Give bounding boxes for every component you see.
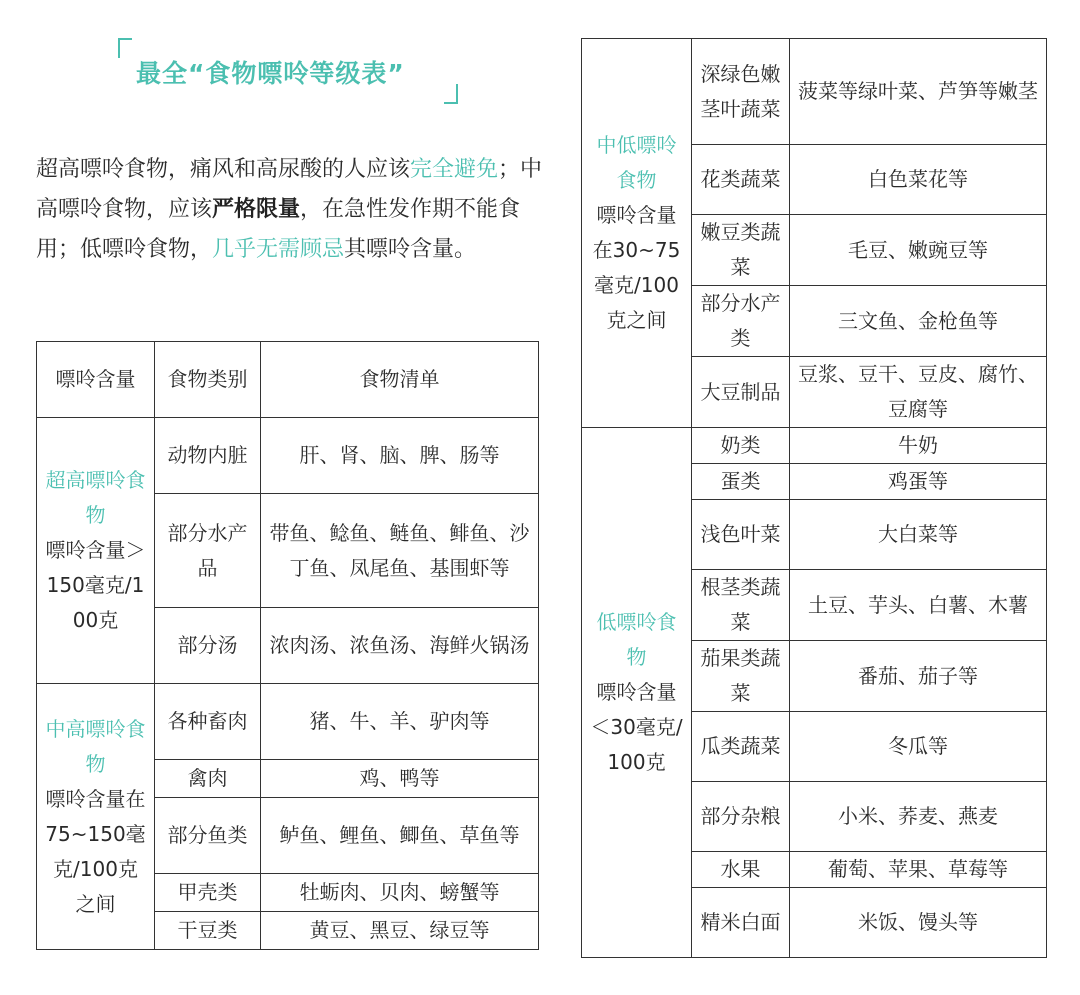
foods-cell: 猪、牛、羊、驴肉等 <box>261 684 539 760</box>
category-cell: 花类蔬菜 <box>692 145 790 215</box>
foods-cell: 毛豆、嫩豌豆等 <box>790 215 1047 286</box>
header-category: 食物类别 <box>155 342 261 418</box>
foods-cell: 鲈鱼、鲤鱼、鲫鱼、草鱼等 <box>261 798 539 874</box>
left-corner-bracket <box>118 38 132 58</box>
category-cell: 蛋类 <box>692 464 790 500</box>
category-cell: 浅色叶菜 <box>692 500 790 570</box>
purine-table-left <box>36 341 539 950</box>
level-range: 嘌呤含量＜30毫克/100克 <box>590 680 683 774</box>
page-title: 最全“食物嘌呤等级表” <box>136 59 405 88</box>
intro-paragraph <box>36 150 546 270</box>
level-range: 嘌呤含量＞150毫克/100克 <box>45 538 146 632</box>
category-cell: 部分鱼类 <box>155 798 261 874</box>
category-cell: 奶类 <box>692 428 790 464</box>
title-block <box>118 38 458 104</box>
category-cell: 瓜类蔬菜 <box>692 712 790 782</box>
foods-cell: 菠菜等绿叶菜、芦笋等嫩茎 <box>790 39 1047 145</box>
category-cell: 部分水产品 <box>155 494 261 608</box>
foods-cell: 番茄、茄子等 <box>790 641 1047 712</box>
foods-cell: 浓肉汤、浓鱼汤、海鲜火锅汤 <box>261 608 539 684</box>
foods-cell: 豆浆、豆干、豆皮、腐竹、豆腐等 <box>790 357 1047 428</box>
category-cell: 部分汤 <box>155 608 261 684</box>
level-title: 中低嘌呤食物 <box>596 133 677 192</box>
foods-cell: 牛奶 <box>790 428 1047 464</box>
table-row <box>37 418 539 494</box>
level-title: 中高嘌呤食物 <box>45 716 146 776</box>
level-title: 低嘌呤食物 <box>596 610 677 669</box>
foods-cell: 三文鱼、金枪鱼等 <box>790 286 1047 357</box>
purine-table-right <box>581 38 1047 958</box>
intro-bold-limit: 严格限量 <box>212 197 301 222</box>
right-corner-bracket <box>444 84 458 104</box>
level-cell-super-high <box>37 418 155 684</box>
table-row <box>582 39 1047 145</box>
level-title: 超高嘌呤食物 <box>45 468 146 527</box>
header-level: 嘌呤含量 <box>37 342 155 418</box>
foods-cell: 土豆、芋头、白薯、木薯 <box>790 570 1047 641</box>
intro-highlight-avoid: 完全避免 <box>410 157 499 182</box>
table-row <box>37 684 539 760</box>
foods-cell: 肝、肾、脑、脾、肠等 <box>261 418 539 494</box>
category-cell: 部分杂粮 <box>692 782 790 852</box>
foods-cell: 白色菜花等 <box>790 145 1047 215</box>
category-cell: 根茎类蔬菜 <box>692 570 790 641</box>
intro-highlight-nocare: 几乎无需顾忌 <box>212 237 345 262</box>
header-foods: 食物清单 <box>261 342 539 418</box>
category-cell: 水果 <box>692 852 790 888</box>
category-cell: 大豆制品 <box>692 357 790 428</box>
foods-cell: 小米、荞麦、燕麦 <box>790 782 1047 852</box>
foods-cell: 带鱼、鲶鱼、鲢鱼、鲱鱼、沙丁鱼、凤尾鱼、基围虾等 <box>261 494 539 608</box>
category-cell: 茄果类蔬菜 <box>692 641 790 712</box>
category-cell: 嫩豆类蔬菜 <box>692 215 790 286</box>
intro-text-4: 其嘌呤含量。 <box>344 237 477 262</box>
level-range: 嘌呤含量在30~75毫克/100克之间 <box>592 203 681 332</box>
foods-cell: 牡蛎肉、贝肉、螃蟹等 <box>261 874 539 912</box>
foods-cell: 鸡蛋等 <box>790 464 1047 500</box>
foods-cell: 鸡、鸭等 <box>261 760 539 798</box>
category-cell: 干豆类 <box>155 912 261 950</box>
foods-cell: 冬瓜等 <box>790 712 1047 782</box>
level-cell-low <box>582 428 692 958</box>
category-cell: 禽肉 <box>155 760 261 798</box>
category-cell: 深绿色嫩茎叶蔬菜 <box>692 39 790 145</box>
table-header-row <box>37 342 539 418</box>
intro-text-1: 超高嘌呤食物，痛风和高尿酸的人应该 <box>36 157 411 182</box>
intro-text-3: ，在急性发作期不能食用；低嘌呤食物， <box>36 197 521 262</box>
foods-cell: 大白菜等 <box>790 500 1047 570</box>
level-range: 嘌呤含量在75~150毫克/100克之间 <box>45 786 146 916</box>
category-cell: 精米白面 <box>692 888 790 958</box>
foods-cell: 米饭、馒头等 <box>790 888 1047 958</box>
intro-text-2: ；中高嘌呤食物，应该 <box>36 157 543 222</box>
category-cell: 甲壳类 <box>155 874 261 912</box>
category-cell: 动物内脏 <box>155 418 261 494</box>
level-cell-mid-high <box>37 684 155 950</box>
foods-cell: 黄豆、黑豆、绿豆等 <box>261 912 539 950</box>
category-cell: 部分水产类 <box>692 286 790 357</box>
category-cell: 各种畜肉 <box>155 684 261 760</box>
foods-cell: 葡萄、苹果、草莓等 <box>790 852 1047 888</box>
table-row <box>582 428 1047 464</box>
level-cell-mid-low <box>582 39 692 428</box>
